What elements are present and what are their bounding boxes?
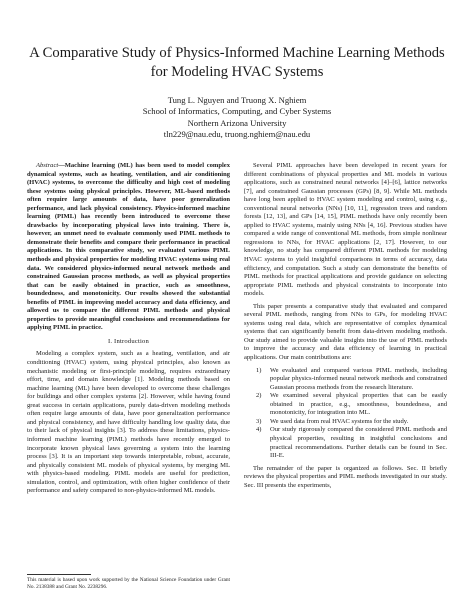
author-emails: tln229@nau.edu, truong.nghiem@nau.edu xyxy=(163,129,311,140)
list-item-number: 1) xyxy=(256,366,262,374)
list-item-text: Our study rigorously compared the considered PIML methods and physical properties, resulting in insightful conclusions and practical recommendations. Further details can be found in Sec. III-E. xyxy=(270,426,447,460)
list-item-text: We used data from real HVAC systems for the study. xyxy=(270,417,409,425)
left-column xyxy=(27,162,230,496)
footnote-divider xyxy=(27,574,91,575)
related-work-paragraph: Several PIML approaches have been developed in recent years for different combinations of physical properties and ML models in various applications, such as constrained neural networks [4]–[6], lattice networks [7], and constrained Gaussian processes (GPs) [8, 9]. While ML methods have long been applied to HVAC system modeling and control, using e.g., conventional neural networks (NNs) [10, 11], regression trees and random forests [12, 13], and GPs [14, 15], PIML methods have only recently been applied to HVAC systems, mainly using NNs [4, 16]. Previous studies have compared a wide range of conventional ML methods, from simple nonlinear regressions to NNs, for HVAC applications [2, 17]. However, to our knowledge, no study has compared different PIML methods for modeling HVAC systems to yield insightful comparisons in terms of accuracy, data efficiency, and computation. Such a study can demonstrate the benefits of PIML methods for practical applications and provide guidance on selecting appropriate PIML methods and physical constraints to incorporate into models. xyxy=(244,162,447,298)
paper-title: A Comparative Study of Physics-Informed Machine Learning Methods for Modeling HVAC Systems xyxy=(29,45,445,80)
funding-footnote: This material is based upon work supported by the National Science Foundation under Grant No. 2138388 and Grant No. 2238296. xyxy=(27,577,230,590)
list-item-number: 2) xyxy=(256,392,262,400)
author-names: Tung L. Nguyen and Truong X. Nghiem xyxy=(167,95,307,105)
abstract-dash: — xyxy=(58,162,65,169)
intro-paragraph: Modeling a complex system, such as a heating, ventilation, and air conditioning (HVAC) system, using physical principles, also known as mechanistic modeling or first-principle modeling, requires extraordinary effort, time, and domain knowledge [1]. Modeling methods based on machine learning (ML) have been developed to overcome these challenges for buildings and other complex systems [2]. However, while having found great success in certain applications, purely data-driven modeling methods often require large amounts of data, have poor generalization performance and physical consistency, and have difficulty handling low quality data, due to their lack of physical insights [3]. To address these limitations, physics-informed machine learning (PIML) methods have recently emerged to incorporate known physical laws governing a system into the learning process [3]. It is an important step towards interpretable, robust, accurate, and physically consistent ML models of physical systems, by merging ML with physics-based modeling. PIML models are useful for prediction, simulation, control, and optimization, with often higher confidence of their performance and safety compared to non-physics-informed ML models. xyxy=(27,350,230,495)
list-item xyxy=(256,418,447,427)
author-university: Northern Arizona University xyxy=(187,117,287,128)
author-block xyxy=(20,95,454,141)
list-item-text: We evaluated and compared various PIML methods, including popular physics-informed neural network methods and constrained Gaussian process methods from the research literature. xyxy=(270,366,447,391)
study-overview-paragraph: This paper presents a comparative study that evaluated and compared several PIML methods, ranging from NNs to GPs, for modeling HVAC systems using real data, which are representative of complex dynamical systems that can significantly benefit from data-driven modeling methods. Our study aimed to provide valuable insights into the use of PIML methods to improve the accuracy and data efficiency of learning in practical applications. Our main contributions are: xyxy=(244,302,447,362)
list-item xyxy=(256,392,447,418)
list-item xyxy=(256,426,447,460)
list-item-text: We examined several physical properties that can be easily obtained in practice, e.g., smoothness, boundedness, and monotonicity, for integration into ML. xyxy=(270,392,447,417)
list-item xyxy=(256,367,447,393)
abstract-label: Abstract xyxy=(36,162,59,169)
abstract-text: Machine learning (ML) has been used to model complex dynamical systems, such as heating, ventilation, and air conditioning (HVAC) systems, to overcome the difficulty and high cost of modeling these systems using physical principles. However, ML-based methods often require large amounts of data, have poor generalization performance, and lack physical consistency. Physics-informed machine learning (PIML) has recently been introduced to overcome these drawbacks by incorporating physical laws into training. There is, however, an unmet need to evaluate commonly used PIML methods to demonstrate their benefits and compare their performance in practical applications. In this comparative study, we evaluated various PIML methods and physical properties for modeling HVAC systems using real data. We considered physics-informed neural network methods and constrained Gaussian process methods, as well as physical properties that can be easily obtained in practice, such as smoothness, boundedness, and monotonicity. Our results showed the substantial benefits of PIML in improving model accuracy and data efficiency, and allowed us to compare the different PIML methods and physical properties to provide meaningful conclusions and recommendations for applying PIML in practice. xyxy=(27,162,230,332)
abstract xyxy=(27,162,230,333)
right-column xyxy=(244,162,447,490)
contributions-list xyxy=(244,367,447,461)
list-item-number: 4) xyxy=(256,426,262,434)
list-item-number: 3) xyxy=(256,417,262,425)
section-heading-introduction: I. Introduction xyxy=(107,337,150,345)
author-affiliation: School of Informatics, Computing, and Cyber Systems xyxy=(142,106,332,117)
organization-paragraph: The remainder of the paper is organized as follows. Sec. II briefly reviews the physical properties and PIML methods investigated in our study. Sec. III presents the experiments, xyxy=(244,464,447,489)
